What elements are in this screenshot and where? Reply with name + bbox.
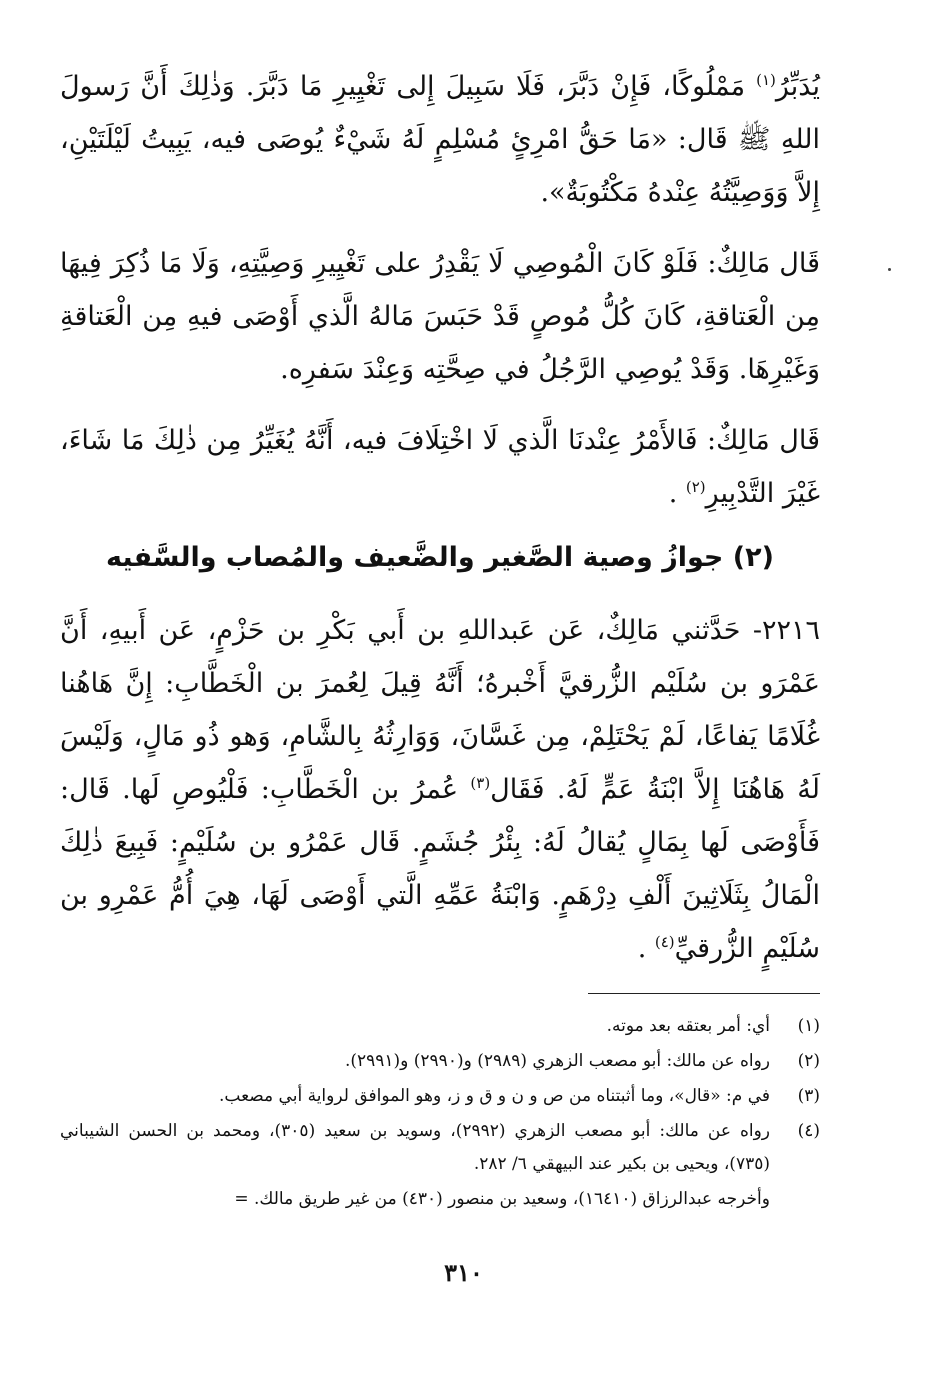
footnote-number: (٣) [797,1086,820,1106]
footnote-2 [60,1045,820,1078]
hadith-text-a: ٢٢١٦- حَدَّثني مَالِكٌ، عَن عَبداللهِ بن أَبي بَكْرِ بن حَزْمٍ، عَن أَبيهِ، أَنَّ عَمْرَو بن سُلَيْم الزُّرقيَّ أَخْبرهُ؛ أَنَّهُ قِيلَ لِعُمرَ بن الْخَطَّابِ: إِنَّ هَاهُنا غُلَامًا يَفاعًا، لَمْ يَحْتَلِمْ، مِن غَسَّانَ، وَوَارِثُهُ بِالشَّامِ، وَهو ذُو مَالٍ، وَلَيْسَ لَهُ هَاهُنَا إِلاَّ ابْنَةُ عَمٍّ لَهُ. فَقَال [60,615,821,805]
paragraph-3 [60,414,820,520]
paragraph-1 [60,60,820,219]
footnote-number: (٤) [797,1121,820,1141]
footnote-number: (١) [797,1016,820,1036]
footnote-3 [60,1080,820,1113]
footnote-divider [588,993,820,994]
footnote-text: في م: «قال»، وما أثبتناه من ص و ن و ق و ز، وهو الموافق لرواية أبي مصعب. [219,1086,770,1106]
footnote-4 [60,1115,820,1181]
paragraph-3-text-b: . [668,478,686,509]
hadith-paragraph [60,604,820,975]
footnote-1 [60,1010,820,1043]
footnote-number: (٢) [797,1051,820,1071]
page-number: ٣١٠ [444,1258,483,1287]
paragraph-3-text-a: قَال مَالِكٌ: فَالأَمْرُ عِنْدنَا الَّذي لَا اخْتِلَافَ فيه، أَنَّهُ يُغَيِّرُ مِن ذٰلِكَ مَا شَاءَ، غَيْرَ التَّدْبِيرِ [60,425,820,509]
paragraph-1-text-a: يُدَبِّرُ [775,71,820,102]
margin-dot [888,268,891,271]
footnote-ref-2: (٢) [685,478,706,496]
footnotes [60,1010,820,1216]
footnote-text: رواه عن مالك: أبو مصعب الزهري (٢٩٩٢)، وسويد بن سعيد (٣٠٥)، ومحمد بن الحسن الشيباني (٧٣٥)، ويحيى بن بكير عند البيهقي ٦/ ٢٨٢. [60,1121,770,1174]
footnote-text: أي: أمر بعتقه بعد موته. [606,1016,770,1036]
footnote-text: رواه عن مالك: أبو مصعب الزهري (٢٩٨٩) و(٢٩٩٠) و(٢٩٩١). [344,1051,770,1071]
paragraph-1-text-b: مَمْلُوكًا، فَإِنْ دَبَّرَ، فَلَا سَبِيلَ إِلى تَغْيِيرِ مَا دَبَّرَ. وَذٰلِكَ أَنَّ رَسولَ اللهِ ﷺ قَال: «مَا حَقُّ امْرِئٍ مُسْلِمٍ لَهُ شَيْءٌ يُوصَى فيه، يَبِيتُ لَيْلَتَيْنِ، إِلاَّ وَوَصِيَّتُهُ عِنْدهُ مَكْتُوبَةٌ». [60,71,820,208]
footnote-ref-1: (١) [756,71,776,89]
footnote-continuation: وأخرجه عبدالرزاق (١٦٤١٠)، وسعيد بن منصور (٤٣٠) من غير طريق مالك. = [234,1189,770,1209]
page-body [60,60,820,1216]
hadith-text-b: عُمرُ بن الْخَطَّابِ: فَلْيُوصِ لَها. قَال: فَأَوْصَى لَها بِمَالٍ يُقالُ لَهُ: بِئْرُ جُشَمٍ. قَال عَمْرُو بن سُلَيْمٍ: فَبِيعَ ذٰلِكَ الْمَالُ بِثَلَاثِينَ أَلْفِ دِرْهَمٍ. وَابْنَةُ عَمِّهِ الَّتي أَوْصَى لَهَا، هِيَ أُمُّ عَمْرِو بن سُلَيْمٍ الزُّرقيِّ [60,774,820,964]
section-heading: (٢) جوازُ وصية الصَّغير والضَّعيف والمُصاب والسَّفيه [106,542,774,573]
footnote-ref-4: (٤) [654,933,675,951]
hadith-text-c: . [637,933,655,964]
footnote-ref-3: (٣) [470,774,491,792]
paragraph-2: قَال مَالِكٌ: فَلَوْ كَانَ الْمُوصِي لَا يَقْدِرُ على تَغْيِيرِ وَصِيَّتِهِ، وَلَا مَا ذُكِرَ فِيهَا مِن الْعَتاقةِ، كَانَ كُلُّ مُوصٍ قَدْ حَبَسَ مَالهُ الَّذي أَوْصَى فيهِ مِن الْعَتاقةِ وَغَيْرِهَا. وَقَدْ يُوصِي الرَّجُلُ في صِحَّتِه وَعِنْدَ سَفرِه. [60,248,820,385]
